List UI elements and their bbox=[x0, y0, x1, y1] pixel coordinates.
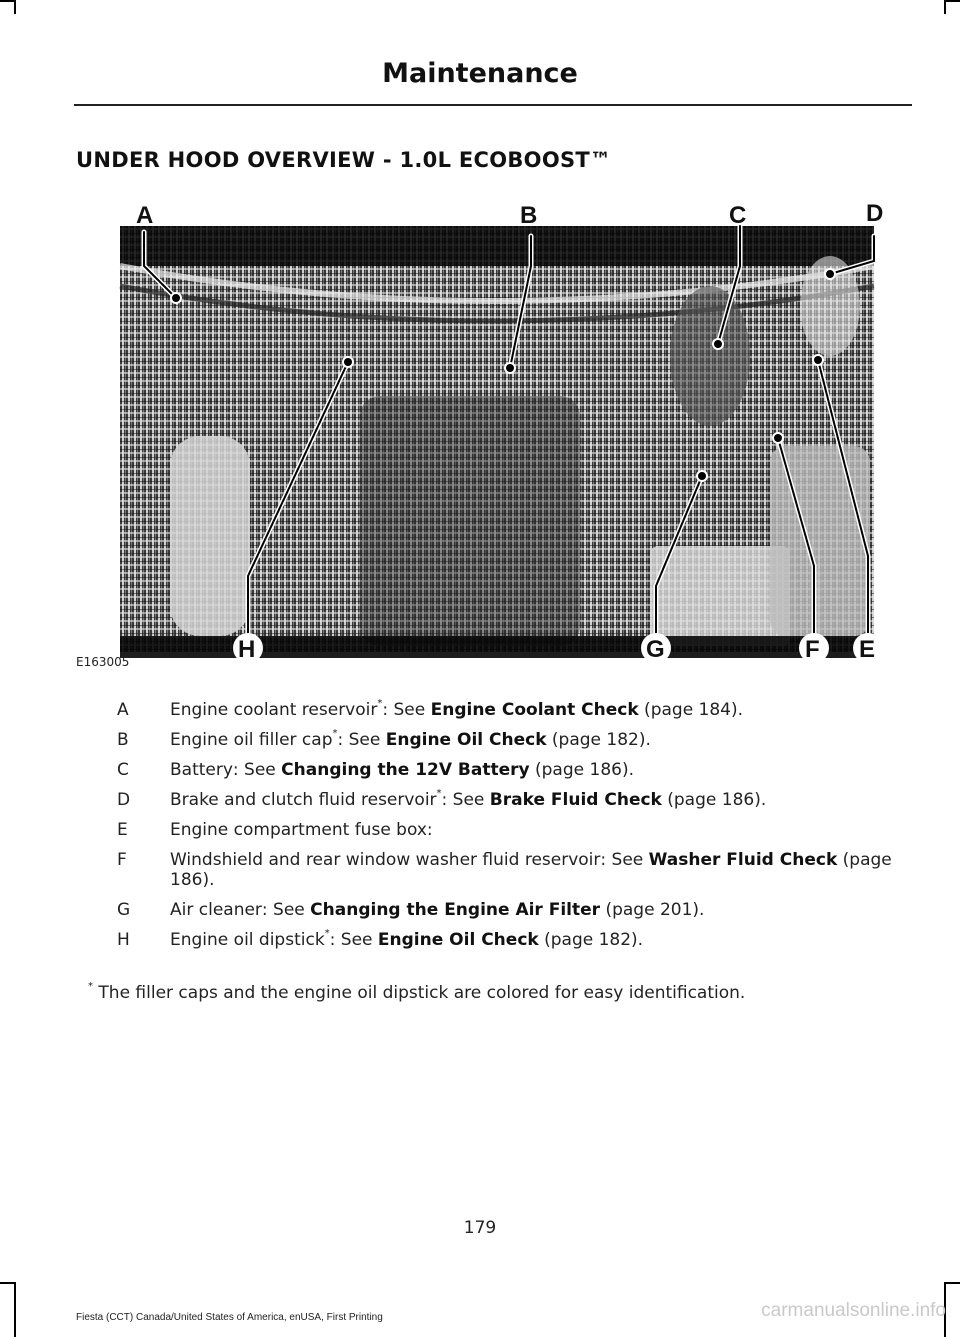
callout-d: D bbox=[866, 200, 884, 227]
list-item bbox=[0, 898, 960, 928]
under-hood-figure bbox=[110, 196, 890, 658]
page-header-title: Maintenance bbox=[382, 58, 578, 89]
list-item bbox=[0, 818, 960, 848]
callout-c: C bbox=[729, 202, 747, 229]
header-divider bbox=[74, 104, 912, 106]
item-see: : See bbox=[382, 700, 431, 720]
page-ref: (page 184). bbox=[638, 700, 744, 720]
callout-f: F bbox=[805, 636, 820, 658]
item-letter: F bbox=[117, 850, 127, 870]
list-item bbox=[0, 758, 960, 788]
page-ref: (page 182). bbox=[538, 930, 644, 950]
list-item bbox=[0, 728, 960, 758]
item-text bbox=[170, 700, 905, 720]
footer-text: Fiesta (CCT) Canada/United States of America, enUSA, First Printing bbox=[76, 1312, 383, 1323]
list-item bbox=[0, 698, 960, 728]
callout-a: A bbox=[136, 202, 154, 229]
watermark: carmanualsonline.info bbox=[761, 1300, 946, 1321]
item-label: Engine oil dipstick bbox=[170, 930, 325, 950]
callout-e: E bbox=[859, 636, 876, 658]
list-item bbox=[0, 848, 960, 898]
item-text bbox=[170, 820, 905, 840]
crop-mark bbox=[944, 1282, 960, 1284]
item-label: Brake and clutch fluid reservoir bbox=[170, 790, 437, 810]
asterisk: * bbox=[377, 698, 383, 710]
page-ref: (page 186). bbox=[529, 760, 634, 780]
asterisk: * bbox=[88, 981, 93, 993]
item-text bbox=[170, 930, 905, 950]
item-letter: B bbox=[117, 730, 129, 750]
asterisk: * bbox=[332, 728, 338, 740]
cross-reference-link[interactable]: Engine Oil Check bbox=[377, 930, 539, 950]
page-ref: (page 201). bbox=[600, 900, 705, 920]
footnote-text: The filler caps and the engine oil dipstick are colored for easy identification. bbox=[93, 983, 746, 1003]
legend-list bbox=[0, 698, 960, 958]
asterisk: * bbox=[436, 788, 442, 800]
cross-reference-link[interactable]: Changing the Engine Air Filter bbox=[310, 900, 601, 920]
cross-reference-link[interactable]: Engine Coolant Check bbox=[430, 700, 639, 720]
cross-reference-link[interactable]: Brake Fluid Check bbox=[489, 790, 662, 810]
crop-mark bbox=[14, 0, 16, 14]
crop-mark bbox=[946, 0, 960, 2]
item-see: : See bbox=[232, 760, 282, 780]
section-title: UNDER HOOD OVERVIEW - 1.0L ECOBOOST™ bbox=[76, 148, 612, 172]
list-item bbox=[0, 928, 960, 958]
cross-reference-link[interactable]: Engine Oil Check bbox=[385, 730, 547, 750]
item-letter: A bbox=[117, 700, 129, 720]
item-see: : See bbox=[600, 850, 649, 870]
item-letter: G bbox=[117, 900, 131, 920]
item-label: Windshield and rear window washer fluid reservoir bbox=[170, 850, 601, 870]
page-ref: (page 182). bbox=[546, 730, 651, 750]
item-text bbox=[170, 850, 905, 890]
item-text bbox=[170, 900, 905, 920]
item-see: : See bbox=[261, 900, 311, 920]
item-text bbox=[170, 730, 905, 750]
callout-g: G bbox=[646, 636, 665, 658]
item-letter: H bbox=[117, 930, 130, 950]
asterisk: * bbox=[324, 928, 330, 940]
item-label: Engine oil filler cap bbox=[170, 730, 333, 750]
item-label: Battery bbox=[170, 760, 233, 780]
callout-h: H bbox=[238, 636, 256, 658]
figure-code: E163005 bbox=[76, 655, 130, 669]
page-number: 179 bbox=[463, 1218, 497, 1238]
crop-mark bbox=[944, 0, 946, 14]
item-label: Engine compartment fuse box: bbox=[170, 820, 433, 840]
item-see: : See bbox=[441, 790, 490, 810]
cross-reference-link[interactable]: Washer Fluid Check bbox=[648, 850, 838, 870]
footnote bbox=[88, 983, 908, 1003]
item-letter: E bbox=[117, 820, 128, 840]
cross-reference-link[interactable]: Changing the 12V Battery bbox=[281, 760, 530, 780]
item-letter: C bbox=[117, 760, 129, 780]
page-ref: (page 186). bbox=[661, 790, 767, 810]
item-letter: D bbox=[117, 790, 131, 810]
item-see: : See bbox=[337, 730, 386, 750]
page-ref: (page 186). bbox=[170, 850, 892, 890]
crop-mark bbox=[14, 1282, 16, 1337]
item-text bbox=[170, 760, 905, 780]
list-item bbox=[0, 788, 960, 818]
callout-b: B bbox=[520, 202, 538, 229]
item-label: Engine coolant reservoir bbox=[170, 700, 378, 720]
item-see: : See bbox=[329, 930, 378, 950]
item-text bbox=[170, 790, 905, 810]
item-label: Air cleaner bbox=[170, 900, 262, 920]
crop-mark bbox=[0, 0, 14, 2]
